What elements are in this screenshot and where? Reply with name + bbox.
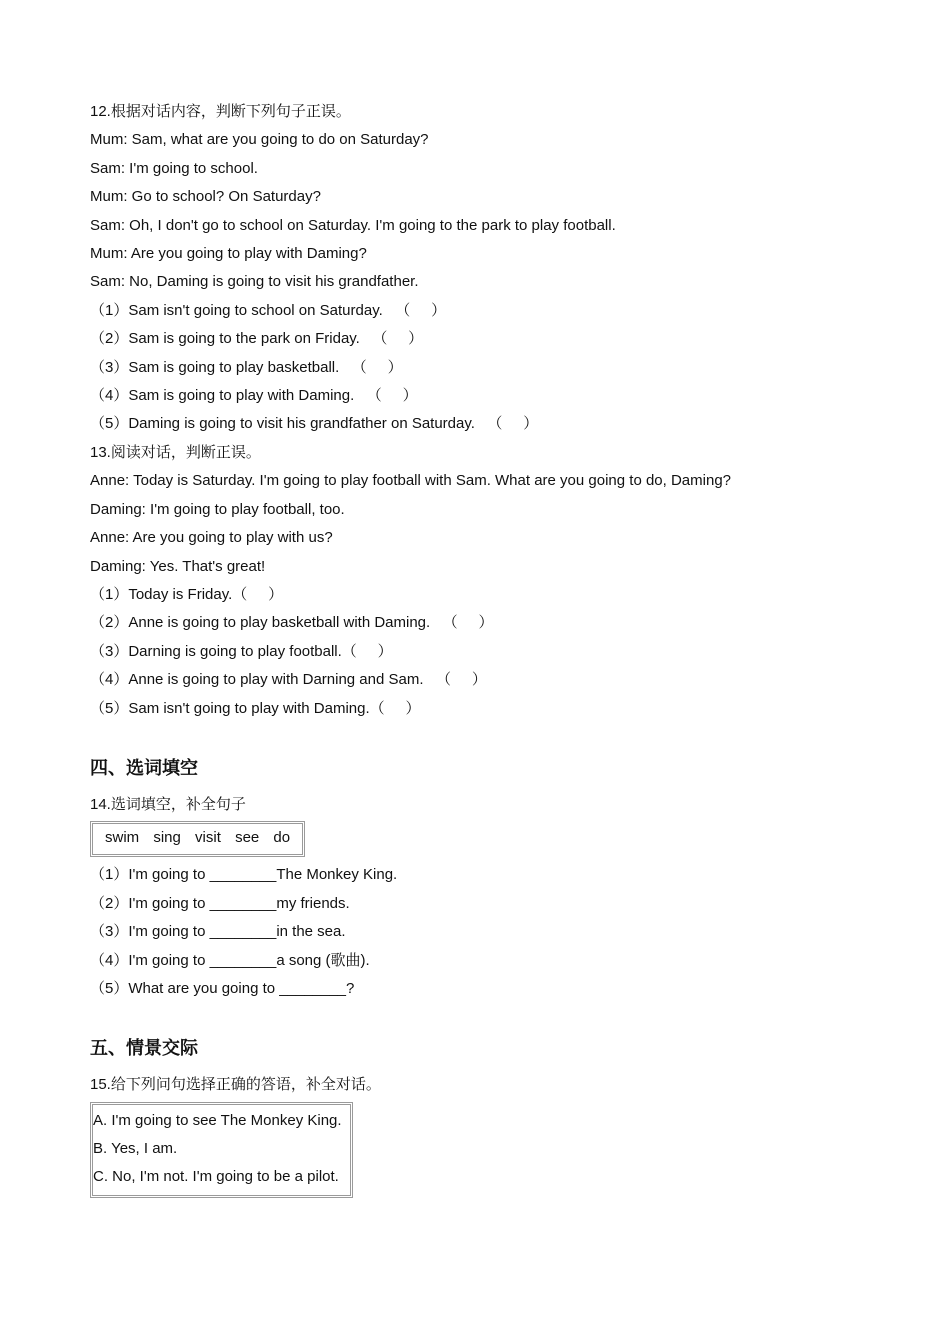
- judge-item: （3）Darning is going to play football.（ ）: [90, 642, 393, 660]
- word-bank-item: visit: [195, 829, 221, 847]
- word-bank-item: see: [235, 829, 260, 847]
- dialogue-line: Sam: I'm going to school.: [90, 159, 258, 177]
- dialogue-line: Daming: Yes. That's great!: [90, 557, 266, 575]
- judge-item: （4）Sam is going to play with Daming. （ ）: [90, 387, 418, 405]
- fill-blank-item: （4）I'm going to ________a song (歌曲).: [90, 951, 370, 969]
- section-heading: 五、情景交际: [90, 1038, 198, 1060]
- dialogue-line: Mum: Are you going to play with Daming?: [90, 245, 367, 263]
- judge-item: （2）Anne is going to play basketball with Daming. （ ）: [90, 614, 494, 632]
- dialogue-line: Mum: Go to school? On Saturday?: [90, 188, 321, 206]
- worksheet-page: [90, 98, 890, 1198]
- section-5: [90, 1033, 890, 1197]
- question-title: 12.根据对话内容，判断下列句子正误。: [90, 103, 351, 120]
- fill-blank-item: （1）I'm going to ________The Monkey King.: [90, 866, 398, 884]
- answer-option: C. No, I'm not. I'm going to be a pilot.: [93, 1167, 339, 1185]
- dialogue-line: Anne: Today is Saturday. I'm going to play football with Sam. What are you going to do, Daming?: [90, 472, 732, 490]
- dialogue-line: Sam: Oh, I don't go to school on Saturday. I'm going to the park to play football.: [90, 216, 616, 234]
- word-bank-item: swim: [105, 829, 140, 847]
- judge-item: （5）Sam isn't going to play with Daming.（ ）: [90, 699, 421, 717]
- answer-option: B. Yes, I am.: [93, 1139, 178, 1157]
- dialogue-line: Mum: Sam, what are you going to do on Saturday?: [90, 131, 429, 149]
- question-title: 14.选词填空，补全句子: [90, 795, 246, 813]
- dialogue-line: Anne: Are you going to play with us?: [90, 529, 333, 547]
- fill-blank-item: （5）What are you going to ________?: [90, 979, 355, 997]
- answer-options-box: [90, 1102, 353, 1198]
- question-13: [90, 439, 890, 723]
- question-12: [90, 98, 890, 439]
- judge-item: （1）Sam isn't going to school on Saturday. （ ）: [90, 301, 447, 319]
- section-4: [90, 753, 890, 1003]
- word-bank-item: do: [273, 829, 291, 847]
- question-title: 13.阅读对话，判断正误。: [90, 443, 261, 461]
- answer-option: A. I'm going to see The Monkey King.: [93, 1111, 342, 1129]
- section-heading: 四、选词填空: [90, 757, 198, 779]
- judge-item: （3）Sam is going to play basketball. （ ）: [90, 358, 403, 376]
- question-title: 15.给下列问句选择正确的答语，补全对话。: [90, 1076, 381, 1094]
- judge-item: （4）Anne is going to play with Darning and Sam. （ ）: [90, 671, 487, 689]
- word-bank: [90, 821, 305, 857]
- judge-item: （1）Today is Friday.（ ）: [90, 585, 284, 603]
- dialogue-line: Sam: No, Daming is going to visit his grandfather.: [90, 273, 419, 291]
- fill-blank-item: （2）I'm going to ________my friends.: [90, 894, 350, 912]
- word-bank-item: sing: [153, 829, 181, 847]
- judge-item: （5）Daming is going to visit his grandfather on Saturday. （ ）: [90, 415, 539, 433]
- fill-blank-item: （3）I'm going to ________in the sea.: [90, 923, 346, 941]
- judge-item: （2）Sam is going to the park on Friday. （ ）: [90, 330, 424, 348]
- dialogue-line: Daming: I'm going to play football, too.: [90, 500, 345, 518]
